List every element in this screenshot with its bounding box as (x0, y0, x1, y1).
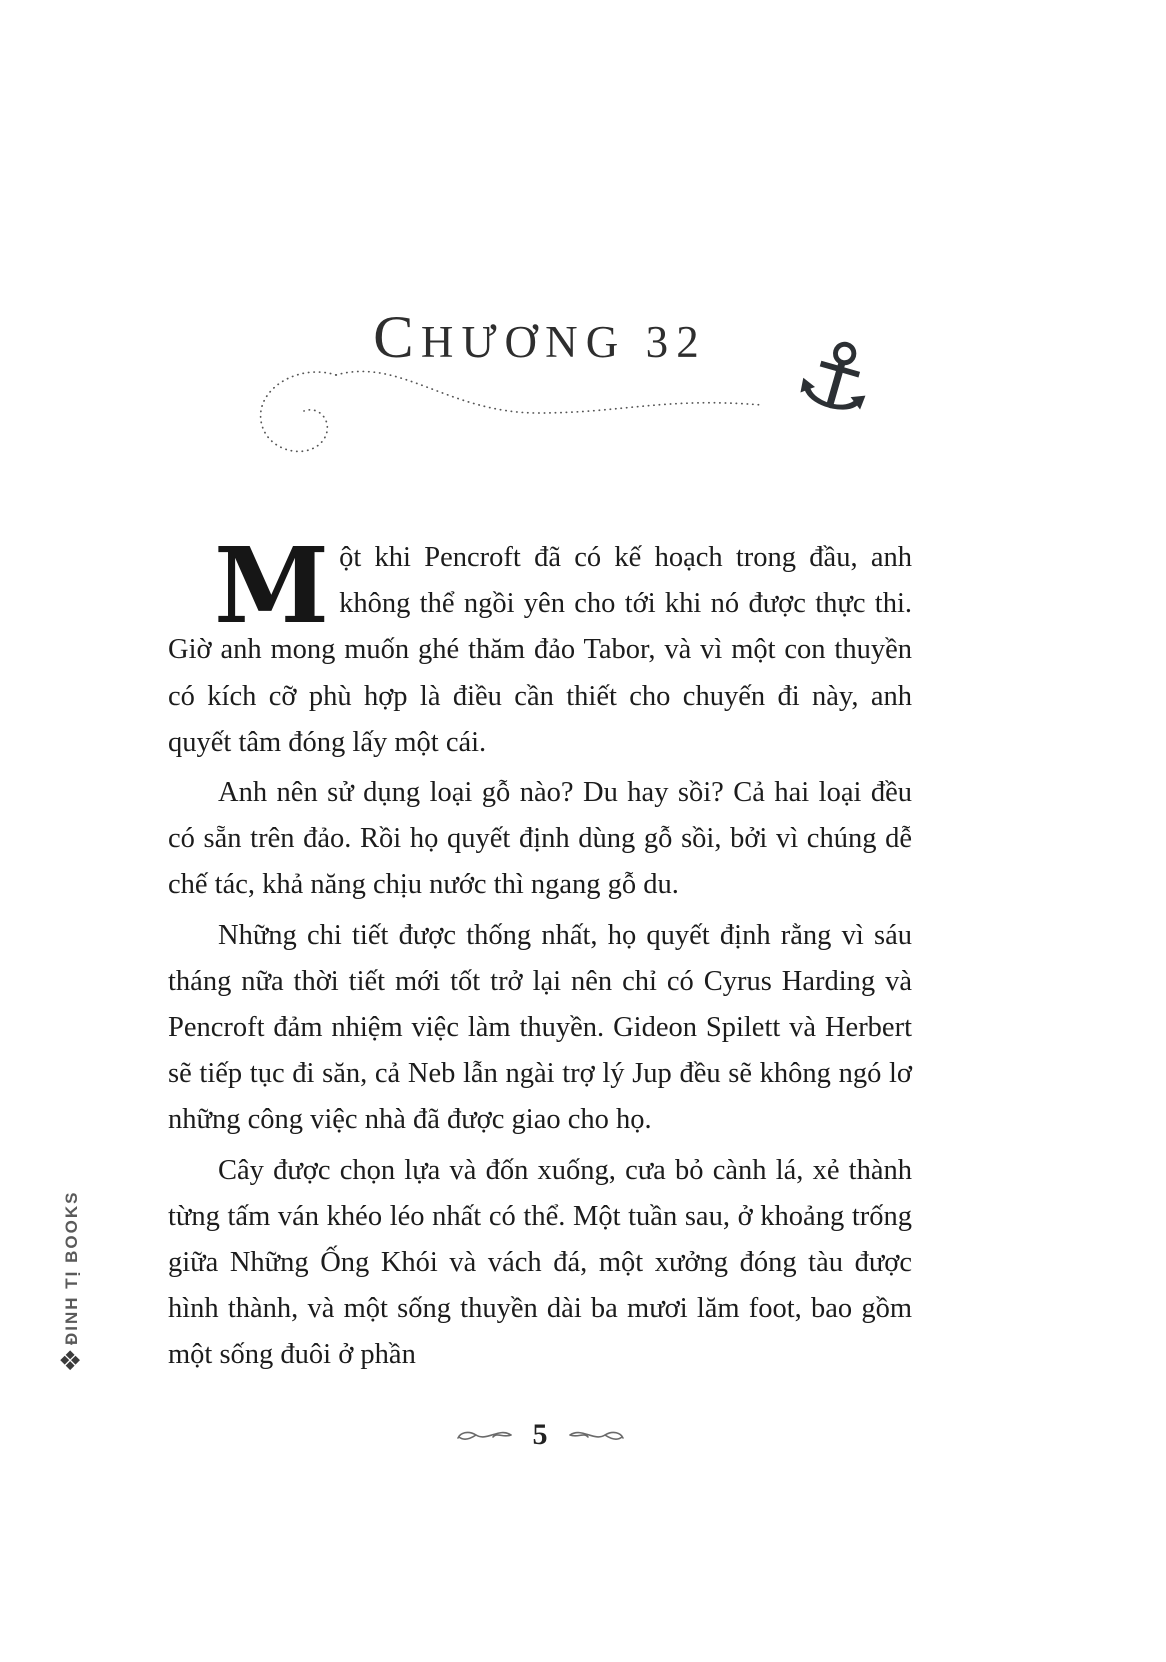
page-number: 5 (532, 1418, 548, 1451)
swirl-flourish-icon (240, 355, 780, 475)
paragraph: Cây được chọn lựa và đốn xuống, cưa bỏ cành lá, xẻ thành từng tấm ván khéo léo nhất có thể. Một tuần sau, ở khoảng trống giữa Những Ống Khói và vách đá, một xưởng đóng tàu được hình thành, và một sống thuyền dài ba mươi lăm foot, bao gồm một sống đuôi ở phần (168, 1154, 912, 1371)
body-text (168, 523, 912, 1379)
footer-flourish-right-icon (568, 1424, 626, 1446)
anchor-icon: ⚓ (782, 313, 892, 440)
paragraph-first (168, 523, 912, 766)
chapter-header (168, 302, 912, 489)
publisher-spine-text: ĐINH TỊ BOOKS (62, 1190, 81, 1345)
paragraph: Anh nên sử dụng loại gỗ nào? Du hay sồi? Cả hai loại đều có sẵn trên đảo. Rồi họ quyết định dùng gỗ sồi, bởi vì chúng dễ chế tác, khả năng chịu nước thì ngang gỗ du. (168, 776, 912, 901)
page-footer (168, 1418, 912, 1452)
paragraph-first-text: ột khi Pencroft đã có kế hoạch trong đầu, anh không thể ngồi yên cho tới khi nó được thực thi. Giờ anh mong muốn ghé thăm đảo Tabor, và vì một con thuyền có kích cỡ phù hợp là điều cần thiết cho chuyến đi này, anh quyết tâm đóng lấy một cái. (168, 541, 912, 758)
text-column (168, 0, 912, 1383)
paragraph: Những chi tiết được thống nhất, họ quyết định rằng vì sáu tháng nữa thời tiết mới tốt trở lại nên chỉ có Cyrus Harding và Pencroft đảm nhiệm việc làm thuyền. Gideon Spilett và Herbert sẽ tiếp tục đi săn, cả Neb lẫn ngài trợ lý Jup đều sẽ không ngó lơ những công việc nhà đã được giao cho họ. (168, 919, 912, 1136)
dropcap-letter: M (214, 523, 330, 647)
publisher-logo-icon: ❖ (58, 1346, 83, 1377)
chapter-title: CHƯƠNG 32 (373, 304, 707, 371)
footer-flourish-left-icon (455, 1424, 513, 1446)
